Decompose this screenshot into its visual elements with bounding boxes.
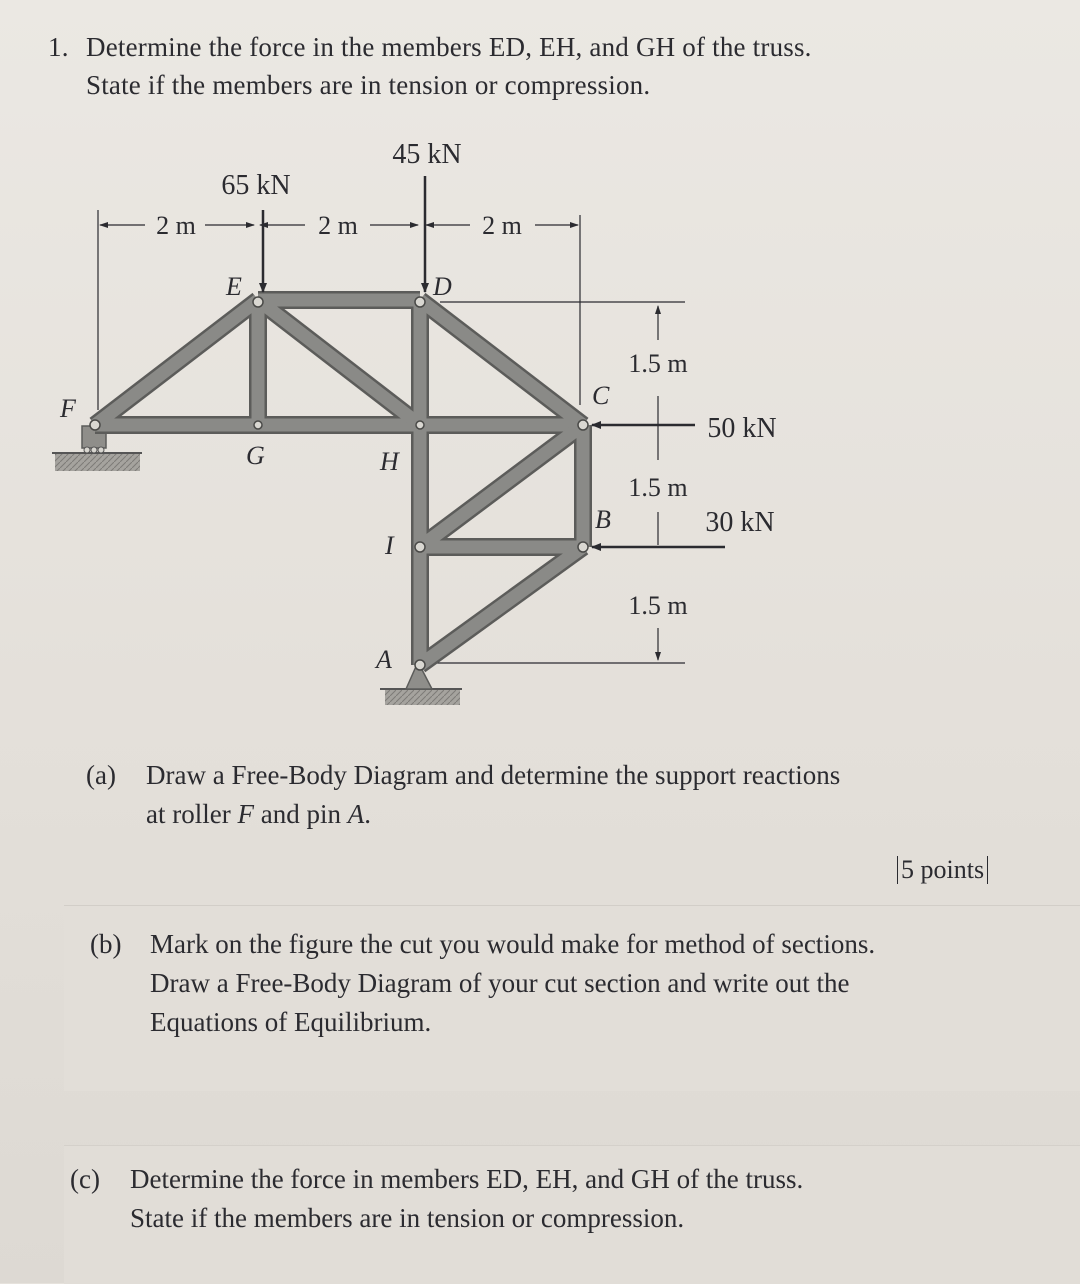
- node-label-i: I: [385, 531, 394, 560]
- height-label-1: 1.5 m: [628, 349, 688, 378]
- joint-f: [90, 420, 100, 430]
- truss-members: [95, 300, 583, 665]
- node-label-c: C: [592, 381, 610, 410]
- joint-i: [415, 542, 425, 552]
- node-label-g: G: [246, 441, 265, 470]
- member-ab: [420, 547, 583, 665]
- member-dc: [420, 300, 583, 425]
- joint-e: [253, 297, 263, 307]
- part-b-line-3: Equations of Equilibrium.: [150, 1007, 432, 1037]
- node-label-d: D: [433, 272, 452, 301]
- part-b-line-2: Draw a Free-Body Diagram of your cut section and write out the: [150, 968, 850, 998]
- load-label-c: 50 kN: [707, 413, 777, 444]
- node-label-a: A: [376, 645, 392, 674]
- node-label-f: F: [60, 394, 76, 423]
- joint-h: [416, 421, 424, 429]
- part-a-line-2: at roller F and pin A.: [146, 799, 371, 829]
- part-b: [90, 925, 1050, 1042]
- part-c-label: (c): [70, 1164, 100, 1194]
- height-label-2: 1.5 m: [628, 473, 688, 502]
- ground-f: [55, 453, 140, 471]
- span-label-3: 2 m: [482, 211, 522, 240]
- joint-d: [415, 297, 425, 307]
- part-a-line-1: Draw a Free-Body Diagram and determine the support reactions: [146, 760, 841, 790]
- part-c-line-1: Determine the force in members ED, EH, and GH of the truss.: [130, 1164, 804, 1194]
- span-label-2: 2 m: [318, 211, 358, 240]
- dimension-lines: [98, 210, 688, 663]
- problem-line-1: Determine the force in the members ED, EH, and GH of the truss.: [86, 32, 812, 62]
- points-value: 5 points: [901, 855, 985, 884]
- points-badge: [897, 856, 988, 884]
- joint-b: [578, 542, 588, 552]
- part-c-line-2: State if the members are in tension or compression.: [130, 1203, 685, 1233]
- member-eh: [258, 300, 420, 425]
- joint-g: [254, 421, 262, 429]
- node-label-b: B: [595, 505, 611, 534]
- load-label-b: 30 kN: [705, 507, 775, 538]
- problem-line-2: State if the members are in tension or compression.: [86, 70, 651, 100]
- load-label-e: 65 kN: [221, 170, 291, 201]
- part-b-label: (b): [90, 929, 122, 959]
- problem-number: 1.: [48, 32, 69, 62]
- node-label-h: H: [380, 447, 399, 476]
- part-a-label: (a): [86, 760, 116, 790]
- joint-a: [415, 660, 425, 670]
- part-b-line-1: Mark on the figure the cut you would make for method of sections.: [150, 929, 876, 959]
- span-label-1: 2 m: [156, 211, 196, 240]
- height-label-3: 1.5 m: [628, 591, 688, 620]
- part-a: [86, 756, 1046, 834]
- member-fe: [95, 300, 258, 425]
- member-ic: [420, 425, 583, 547]
- ground-a: [385, 690, 460, 705]
- part-c: [70, 1160, 1050, 1238]
- node-label-e: E: [226, 272, 242, 301]
- load-label-d: 45 kN: [392, 139, 462, 170]
- joint-c: [578, 420, 588, 430]
